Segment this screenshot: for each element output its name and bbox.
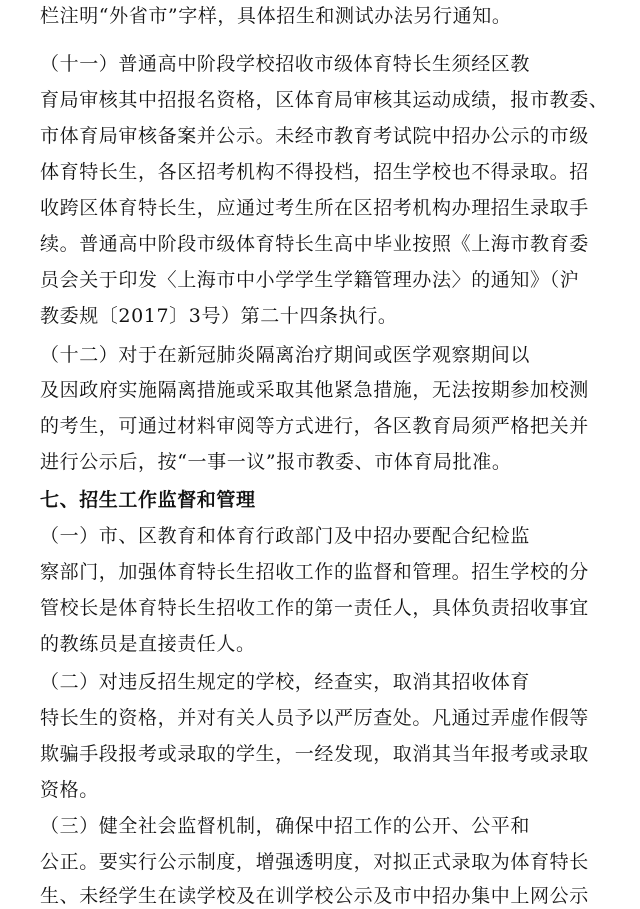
text-line: 市体育局审核备案并公示。未经市教育考试院中招办公示的市级 [40, 125, 589, 147]
text-line: 及因政府实施隔离措施或采取其他紧急措施，无法按期参加校测 [40, 379, 589, 401]
text-line: 欺骗手段报考或录取的学生，一经发现，取消其当年报考或录取 [40, 743, 589, 765]
text-line: 管校长是体育特长生招收工作的第一责任人，具体负责招收事宜 [40, 597, 589, 619]
text-line: 栏注明“外省市”字样，具体招生和测试办法另行通知。 [40, 5, 512, 27]
paragraph-12-start: （十二）对于在新冠肺炎隔离治疗期间或医学观察期间以 [40, 344, 531, 366]
text-line: 体育特长生，各区招考机构不得投档，招生学校也不得录取。招 [40, 161, 589, 183]
text-line: 育局审核其中招报名资格，区体育局审核其运动成绩，报市教委、 [40, 89, 609, 111]
text-line: 特长生的资格，并对有关人员予以严厉查处。凡通过弄虚作假等 [40, 707, 589, 729]
paragraph-3-start: （三）健全社会监督机制，确保中招工作的公开、公平和 [40, 815, 531, 837]
text-line: 生、未经学生在读学校及在训学校公示及市中招办集中上网公示 [40, 885, 589, 907]
paragraph-2-start: （二）对违反招生规定的学校，经查实，取消其招收体育 [40, 671, 531, 693]
text-line: 资格。 [40, 779, 99, 801]
text-line: 察部门，加强体育特长生招收工作的监督和管理。招生学校的分 [40, 561, 589, 583]
text-line: 教委规〔2017〕3号）第二十四条执行。 [40, 305, 398, 327]
text-line: 收跨区体育特长生，应通过考生所在区招考机构办理招生录取手 [40, 197, 589, 219]
paragraph-11-start: （十一）普通高中阶段学校招收市级体育特长生须经区教 [40, 53, 531, 75]
text-line: 的教练员是直接责任人。 [40, 633, 256, 655]
text-line: 的考生，可通过材料审阅等方式进行，各区教育局须严格把关并 [40, 415, 589, 437]
text-line: 续。普通高中阶段市级体育特长生高中毕业按照《上海市教育委 [40, 233, 589, 255]
text-line: 进行公示后，按“一事一议”报市教委、市体育局批准。 [40, 451, 512, 473]
section-heading: 七、招生工作监督和管理 [40, 489, 256, 511]
text-line: 公正。要实行公示制度，增强透明度，对拟正式录取为体育特长 [40, 851, 589, 873]
paragraph-1-start: （一）市、区教育和体育行政部门及中招办要配合纪检监 [40, 525, 531, 547]
text-line: 员会关于印发〈上海市中小学学生学籍管理办法〉的通知》（沪 [40, 269, 580, 291]
